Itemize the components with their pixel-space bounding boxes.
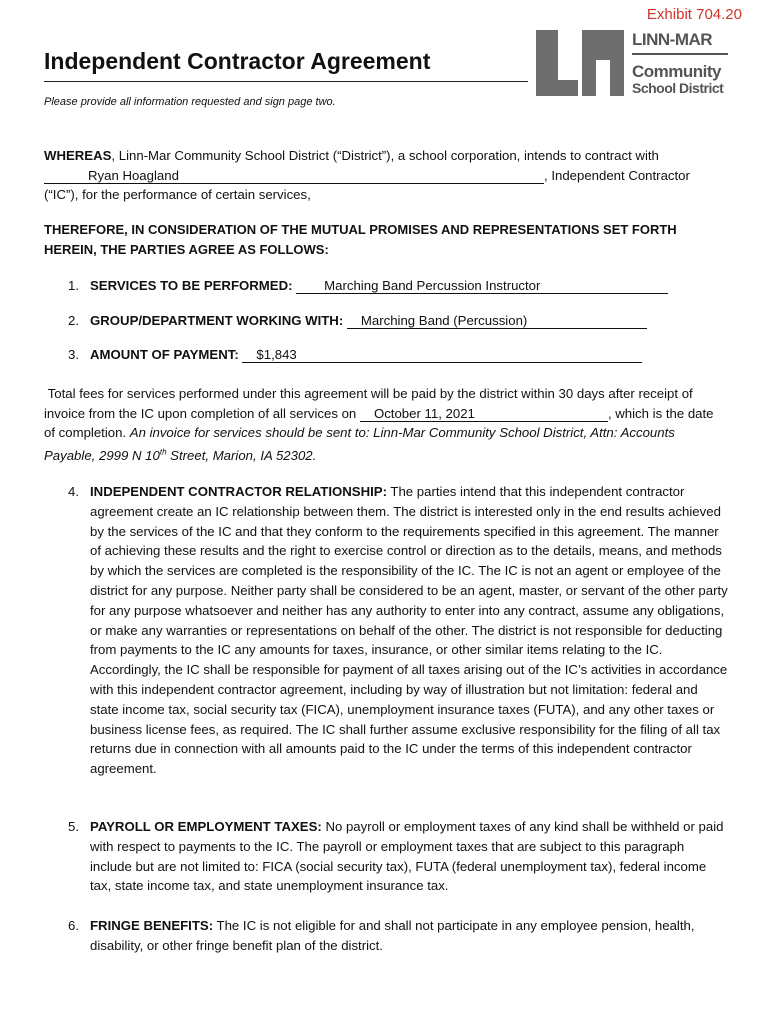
section-text: No payroll or employment taxes of any kind shall be withheld or paid with respect to payments to the IC. The payroll or employment taxes that are subject to this paragraph include but are not limited to: FICA (social security tax), FUTA (federal unemployment tax), federal income tax, state income tax, and state unemployment insurance tax.	[90, 819, 724, 894]
instructions: Please provide all information requested and sign page two.	[44, 96, 336, 108]
district-logo	[536, 30, 736, 100]
section-label: FRINGE BENEFITS:	[90, 918, 214, 933]
exhibit-label: Exhibit 704.20	[646, 6, 742, 23]
whereas-text-2: , Independent Contractor	[544, 167, 690, 183]
section-label: INDEPENDENT CONTRACTOR RELATIONSHIP:	[90, 484, 387, 499]
section-4	[68, 482, 728, 779]
logo-m-center	[594, 30, 612, 60]
whereas-paragraph	[44, 146, 724, 205]
section-5	[68, 817, 728, 896]
section-number: 4.	[68, 484, 79, 499]
completion-date-field[interactable]: October 11, 2021	[360, 406, 608, 422]
logo-m-right	[610, 30, 624, 96]
section-6	[68, 916, 728, 956]
item-services	[68, 276, 728, 296]
item-label: GROUP/DEPARTMENT WORKING WITH:	[90, 313, 344, 328]
item-label: SERVICES TO BE PERFORMED:	[90, 278, 293, 293]
section-number: 6.	[68, 918, 79, 933]
section-number: 5.	[68, 819, 79, 834]
section-label: PAYROLL OR EMPLOYMENT TAXES:	[90, 819, 322, 834]
payment-text-2: , which is the date of completion.	[44, 405, 714, 440]
section-text: The IC is not eligible for and shall not participate in any employee pension, health, disability, or other fringe benefit plan of the district.	[90, 918, 695, 953]
amount-field[interactable]: $1,843	[242, 347, 642, 363]
whereas-label: WHEREAS	[44, 148, 112, 163]
therefore-clause: THEREFORE, IN CONSIDERATION OF THE MUTUAL PROMISES AND REPRESENTATIONS SET FORTH HEREIN, THE PARTIES AGREE AS FOLLOWS:	[44, 222, 677, 257]
invoice-text-end: Street, Marion, IA 52302.	[166, 447, 317, 463]
payment-paragraph	[44, 384, 726, 465]
page-title: Independent Contractor Agreement	[44, 48, 528, 82]
section-text: The parties intend that this independent contractor agreement create an IC relationship between them. The district is interested only in the end results achieved by the services of the IC and that they conform to the requirements specified in this agreement. The manner of achieving these results and the right to exercise control or direction as to the details, means, and methods by which the services are completed is the responsibility of the IC. The IC is not an agent or employee of the district for any purpose. Neither party shall be considered to be an agent, master, or servant of the other party for any purpose whatsoever and neither has any authority to enter into any contract, assume any obligations, or make any warranties or representations on behalf of the other. The district is not responsible for deducting from payments to the IC any amounts for taxes, insurance, or other similar items relating to the IC. Accordingly, the IC shall be responsible for payment of all taxes arising out of the IC’s activities in accordance with this independent contractor agreement, including by way of illustration but not limitation: federal and state income tax, social security tax (FICA), unemployment insurance taxes (FUTA), and any other taxes or business license fees, as required. The IC shall further assume exclusive responsibility for the filing of all tax returns due in connection with all amounts paid to the IC under the terms of this independent contractor agreement.	[90, 484, 728, 777]
item-group	[68, 311, 728, 331]
invoice-text: An invoice for services should be sent to: Linn-Mar Community School District, Attn: Accounts Payable, 2999 N 10	[44, 425, 675, 463]
logo-text-community: Community	[632, 62, 721, 81]
payment-text-1: Total fees for services performed under this agreement will be paid by the district within 30 days after receipt of invoice from the IC upon completion of all services on	[44, 386, 693, 421]
whereas-text-1: , Linn-Mar Community School District (“District”), a school corporation, intends to contract with	[111, 148, 659, 163]
item-amount	[68, 345, 728, 365]
item-number: 2.	[68, 313, 79, 328]
logo-text-school-district: School District	[632, 80, 724, 96]
item-number: 3.	[68, 347, 79, 362]
contractor-name-field[interactable]: Ryan Hoagland	[44, 168, 544, 184]
group-field[interactable]: Marching Band (Percussion)	[347, 313, 647, 329]
item-number: 1.	[68, 278, 79, 293]
services-field[interactable]: Marching Band Percussion Instructor	[296, 278, 668, 294]
logo-rule	[632, 53, 728, 55]
whereas-text-3: (“IC”), for the performance of certain services,	[44, 187, 311, 202]
invoice-sup: th	[159, 447, 167, 457]
logo-text-linn-mar: LINN-MAR	[632, 30, 713, 49]
invoice-instructions	[44, 425, 675, 463]
logo-l-foot	[536, 80, 578, 96]
item-label: AMOUNT OF PAYMENT:	[90, 347, 239, 362]
